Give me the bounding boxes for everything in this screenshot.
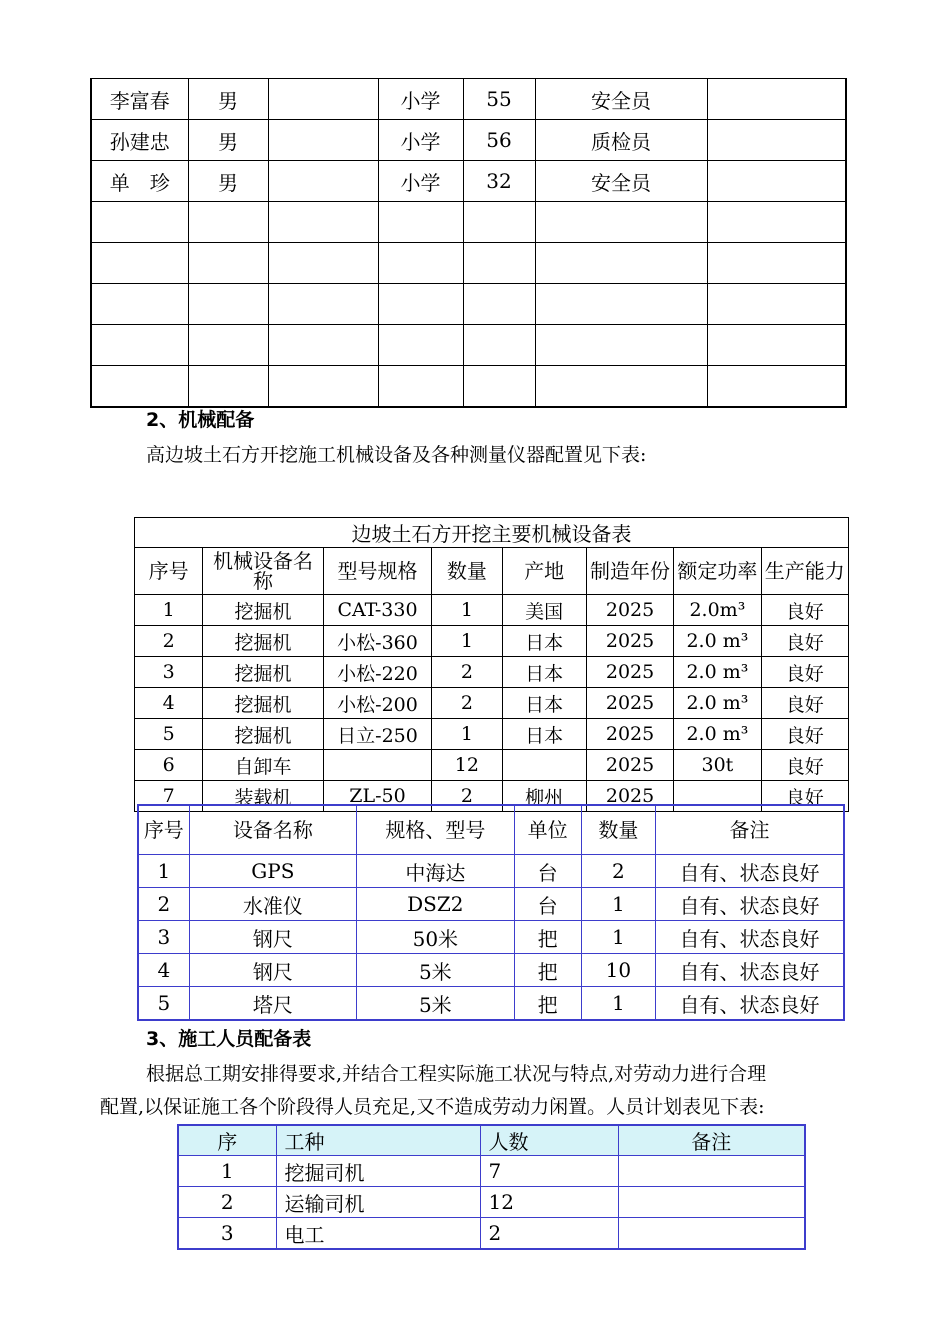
table-cell: DSZ2	[357, 888, 514, 921]
table-cell: 1	[581, 888, 655, 921]
table-cell	[91, 243, 188, 284]
table-cell: 自有、状态良好	[655, 954, 844, 987]
table-cell	[323, 750, 431, 781]
table-row	[178, 1218, 805, 1250]
table-header-row	[178, 1125, 805, 1156]
table-cell: 5米	[357, 954, 514, 987]
table-cell: 小松-220	[323, 657, 431, 688]
table-cell	[378, 284, 463, 325]
table-row	[91, 202, 846, 243]
table-cell: 55	[463, 79, 535, 120]
table-cell	[268, 284, 378, 325]
table-cell: 12	[480, 1187, 618, 1218]
table-cell: 钢尺	[189, 954, 356, 987]
table-cell	[463, 325, 535, 366]
table-cell	[378, 243, 463, 284]
table-row	[91, 120, 846, 161]
table-cell	[707, 79, 846, 120]
table-cell	[268, 202, 378, 243]
table-cell: 良好	[761, 595, 848, 626]
table-cell: 水准仪	[189, 888, 356, 921]
table-cell: 2	[432, 688, 502, 719]
table-cell: 2.0 m³	[674, 657, 761, 688]
table-cell: 中海达	[357, 855, 514, 888]
table-cell: 3	[178, 1218, 276, 1250]
table-cell: 挖掘机	[203, 657, 324, 688]
table-row	[91, 161, 846, 202]
table-cell	[535, 366, 707, 408]
table-cell: 挖掘司机	[276, 1156, 480, 1187]
table-cell: 4	[138, 954, 189, 987]
table-cell: 良好	[761, 626, 848, 657]
table-cell	[91, 202, 188, 243]
table-cell: 32	[463, 161, 535, 202]
column-header: 生产能力	[761, 548, 848, 595]
table-cell	[618, 1187, 805, 1218]
table-row	[138, 888, 844, 921]
table-cell: 2.0m³	[674, 595, 761, 626]
table-cell	[188, 325, 268, 366]
table-row	[138, 855, 844, 888]
table-cell: 日本	[502, 626, 586, 657]
table-cell: 3	[135, 657, 203, 688]
table-cell: 质检员	[535, 120, 707, 161]
table-cell	[268, 325, 378, 366]
table-cell: 1	[432, 719, 502, 750]
table-cell: 6	[135, 750, 203, 781]
table-row	[91, 325, 846, 366]
table-cell: 挖掘机	[203, 688, 324, 719]
table-cell	[535, 202, 707, 243]
table-cell: 男	[188, 120, 268, 161]
table-cell: 安全员	[535, 79, 707, 120]
table-cell: 2	[432, 781, 502, 812]
table-cell: 日本	[502, 688, 586, 719]
table-cell: 2	[480, 1218, 618, 1250]
table-cell	[618, 1218, 805, 1250]
table-cell: 台	[514, 888, 581, 921]
table-cell: 1	[178, 1156, 276, 1187]
table-cell: 自有、状态良好	[655, 921, 844, 954]
section-3-paragraph-line1: 根据总工期安排得要求,并结合工程实际施工状况与特点,对劳动力进行合理	[146, 1063, 767, 1085]
table-cell	[618, 1156, 805, 1187]
table-cell	[707, 243, 846, 284]
table-cell: 7	[135, 781, 203, 812]
table-cell	[91, 325, 188, 366]
table-cell: 小松-360	[323, 626, 431, 657]
column-header: 备注	[618, 1125, 805, 1156]
table-row	[138, 921, 844, 954]
table-cell: 4	[135, 688, 203, 719]
table-row	[135, 595, 849, 626]
table-cell: 自有、状态良好	[655, 855, 844, 888]
table-cell: 2025	[586, 688, 673, 719]
table-cell	[378, 366, 463, 408]
table-cell	[502, 750, 586, 781]
table-row	[135, 688, 849, 719]
table-cell: 良好	[761, 688, 848, 719]
table-cell: 挖掘机	[203, 626, 324, 657]
table-cell: 2025	[586, 657, 673, 688]
table-cell: 自卸车	[203, 750, 324, 781]
table-cell	[91, 366, 188, 408]
table-cell: 良好	[761, 657, 848, 688]
table-cell: 孙建忠	[91, 120, 188, 161]
column-header: 设备名称	[189, 805, 356, 855]
table-cell: 把	[514, 954, 581, 987]
table-header-row	[138, 805, 844, 855]
table-cell: 小学	[378, 161, 463, 202]
column-header: 备注	[655, 805, 844, 855]
column-header: 数量	[432, 548, 502, 595]
column-header: 额定功率	[674, 548, 761, 595]
table-cell: 自有、状态良好	[655, 987, 844, 1021]
column-header: 序号	[135, 548, 203, 595]
column-header: 机械设备名称	[203, 548, 324, 595]
table-cell: 12	[432, 750, 502, 781]
section-2-heading: 2、机械配备	[146, 409, 255, 431]
table-cell: 2.0 m³	[674, 626, 761, 657]
staff-table	[90, 78, 847, 408]
table-cell: 5米	[357, 987, 514, 1021]
table-cell: 2	[135, 626, 203, 657]
table-row	[178, 1187, 805, 1218]
table-cell: 2.0 m³	[674, 719, 761, 750]
table-cell: 小学	[378, 120, 463, 161]
table-cell: 李富春	[91, 79, 188, 120]
table-row	[178, 1156, 805, 1187]
table-cell	[268, 120, 378, 161]
table-row	[135, 657, 849, 688]
column-header: 制造年份	[586, 548, 673, 595]
table-cell: 1	[135, 595, 203, 626]
table-cell	[707, 284, 846, 325]
column-header: 型号规格	[323, 548, 431, 595]
table-cell: 良好	[761, 719, 848, 750]
section-3-heading: 3、施工人员配备表	[146, 1028, 312, 1050]
table-cell	[268, 79, 378, 120]
table-cell	[707, 161, 846, 202]
table-cell: 2025	[586, 781, 673, 812]
table-cell: 塔尺	[189, 987, 356, 1021]
table-row	[135, 719, 849, 750]
table-cell: 10	[581, 954, 655, 987]
table-cell	[188, 243, 268, 284]
table-cell: 男	[188, 161, 268, 202]
table-cell: 1	[432, 626, 502, 657]
table-cell	[707, 120, 846, 161]
table-cell: 1	[581, 921, 655, 954]
table-cell	[707, 325, 846, 366]
table-cell: 自有、状态良好	[655, 888, 844, 921]
table-cell	[463, 366, 535, 408]
table-cell: 把	[514, 921, 581, 954]
table-row	[91, 243, 846, 284]
table-cell: 挖掘机	[203, 595, 324, 626]
table-cell: 30t	[674, 750, 761, 781]
table-cell: 50米	[357, 921, 514, 954]
table-cell	[463, 284, 535, 325]
table-cell: 7	[480, 1156, 618, 1187]
table-cell: 柳州	[502, 781, 586, 812]
column-header: 产地	[502, 548, 586, 595]
table-cell	[535, 243, 707, 284]
table-cell: 装载机	[203, 781, 324, 812]
table-cell: 2	[581, 855, 655, 888]
table-cell: 运输司机	[276, 1187, 480, 1218]
table-cell: 5	[138, 987, 189, 1021]
table-cell: 钢尺	[189, 921, 356, 954]
table-cell: 挖掘机	[203, 719, 324, 750]
column-header: 单位	[514, 805, 581, 855]
table-cell: ZL-50	[323, 781, 431, 812]
table-cell	[378, 202, 463, 243]
table-cell: CAT-330	[323, 595, 431, 626]
machinery-table	[134, 517, 849, 812]
table-cell: 2025	[586, 719, 673, 750]
table-cell: 小松-200	[323, 688, 431, 719]
table-row	[91, 366, 846, 408]
table-cell	[188, 202, 268, 243]
personnel-table	[177, 1124, 806, 1250]
instrument-table	[137, 804, 845, 1021]
table-cell: 小学	[378, 79, 463, 120]
section-3-paragraph-line2: 配置,以保证施工各个阶段得人员充足,又不造成劳动力闲置。人员计划表见下表:	[100, 1096, 765, 1118]
table-cell: 2025	[586, 626, 673, 657]
table-cell	[707, 202, 846, 243]
table-cell: 2	[178, 1187, 276, 1218]
table-cell: 1	[138, 855, 189, 888]
table-cell	[535, 284, 707, 325]
table-cell: 良好	[761, 750, 848, 781]
table-cell: 良好	[761, 781, 848, 812]
table-header-row	[135, 548, 849, 595]
table-cell: 56	[463, 120, 535, 161]
table-cell	[91, 284, 188, 325]
table-row	[91, 284, 846, 325]
table-cell	[268, 366, 378, 408]
table-cell	[188, 284, 268, 325]
table-cell: 安全员	[535, 161, 707, 202]
table-row	[135, 626, 849, 657]
table-row	[135, 750, 849, 781]
table-cell	[378, 325, 463, 366]
table-cell: 把	[514, 987, 581, 1021]
table-cell: 2	[432, 657, 502, 688]
column-header: 序	[178, 1125, 276, 1156]
table-cell	[463, 202, 535, 243]
section-2-intro: 高边坡土石方开挖施工机械设备及各种测量仪器配置见下表:	[146, 444, 647, 466]
table-cell	[268, 161, 378, 202]
table-cell: 3	[138, 921, 189, 954]
table-cell	[535, 325, 707, 366]
table-row	[91, 79, 846, 120]
column-header: 数量	[581, 805, 655, 855]
table-cell	[707, 366, 846, 408]
table-cell: 5	[135, 719, 203, 750]
table-cell: 台	[514, 855, 581, 888]
table-cell	[188, 366, 268, 408]
table-cell: 男	[188, 79, 268, 120]
machinery-table-caption: 边坡土石方开挖主要机械设备表	[135, 518, 849, 548]
column-header: 序号	[138, 805, 189, 855]
table-cell: 2025	[586, 595, 673, 626]
table-cell: 1	[432, 595, 502, 626]
table-row	[138, 954, 844, 987]
column-header: 工种	[276, 1125, 480, 1156]
column-header: 人数	[480, 1125, 618, 1156]
table-cell: 1	[581, 987, 655, 1021]
table-cell: 2025	[586, 750, 673, 781]
table-cell: 电工	[276, 1218, 480, 1250]
table-cell: 日立-250	[323, 719, 431, 750]
table-cell	[463, 243, 535, 284]
table-cell: 美国	[502, 595, 586, 626]
table-cell	[268, 243, 378, 284]
table-cell: 2.0 m³	[674, 688, 761, 719]
table-cell: 2	[138, 888, 189, 921]
table-cell: 日本	[502, 719, 586, 750]
table-cell: 日本	[502, 657, 586, 688]
column-header: 规格、型号	[357, 805, 514, 855]
table-cell: 单 珍	[91, 161, 188, 202]
table-row	[138, 987, 844, 1021]
table-cell: GPS	[189, 855, 356, 888]
